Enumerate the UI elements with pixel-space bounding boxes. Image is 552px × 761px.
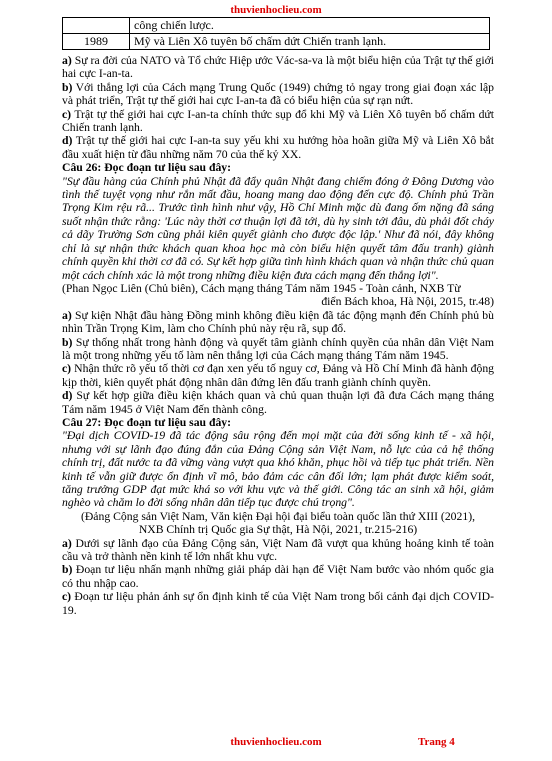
option-label: d)	[62, 389, 73, 403]
q26-title: Câu 26: Đọc đoạn tư liệu sau đây:	[62, 161, 232, 175]
q26-quote: "Sự đầu hàng của Chính phủ Nhật đã đẩy quân Nhật đang chiếm đóng ở Đông Dương vào tình thế tuyệt vọng như rắn mất đầu, hoang mang dao động đến cực độ. Chính phủ Trần Trọng Kim rệu rã... Trước tình hình như vậy, Hồ Chí Minh mặc dù đang ốm nặng đã sáng suốt nhận thức rằng: 'Lúc này thời cơ thuận lợi đã tới, dù hy sinh tới đâu, dù phải đốt cháy cả dãy Trường Sơn cũng phải kiên quyết giành cho được độc lập.' Như đã nói, đây không chỉ là sự nhận thức khách quan khoa học mà còn biểu hiện quyết tâm đấu tranh) giành chính quyền khi thời cơ đã có. Sự kết hợp giữa tình hình khách quan và nhận thức chủ quan một cách chính xác là một trong những điều kiện đưa cách mạng đến thắng lợi".	[62, 174, 494, 282]
site-footer[interactable]: thuvienhoclieu.com	[230, 736, 322, 748]
event-cell: Mỹ và Liên Xô tuyên bố chấm dứt Chiến tranh lạnh.	[130, 34, 490, 50]
q25-option-d	[62, 134, 494, 161]
table-row	[63, 34, 490, 50]
option-label: b)	[62, 80, 73, 94]
q27-option-a	[62, 537, 494, 564]
q25-option-b	[62, 81, 494, 108]
option-label: c)	[62, 362, 72, 376]
option-label: c)	[62, 590, 72, 604]
event-cell: công chiến lược.	[130, 18, 490, 34]
option-text: Dưới sự lãnh đạo của Đảng Cộng sản, Việt Nam đã vượt qua khủng hoảng kinh tế toàn cầu và trở thành nền kinh tế lớn nhất khu vực.	[62, 536, 495, 564]
source-line: (Phan Ngọc Liên (Chủ biên), Cách mạng tháng Tám năm 1945 - Toàn cảnh, NXB Từ	[62, 281, 461, 295]
q27-option-c	[62, 590, 494, 617]
year-cell	[63, 18, 130, 34]
source-line: (Đảng Cộng sản Việt Nam, Văn kiện Đại hội đại biểu toàn quốc lần thứ XIII (2021),	[80, 509, 476, 523]
q27-quote: "Đại dịch COVID-19 đã tác động sâu rộng đến mọi mặt của đời sống kinh tế - xã hội, nhưng với sự lãnh đạo đúng đắn của Đảng Cộng sản Việt Nam, nỗ lực của cả hệ thống chính trị, đất nước ta đã vững vàng vượt qua khó khăn, phục hồi và tiếp tục phát triển. Nền kinh tế vẫn giữ được ổn định vĩ mô, bảo đảm các cân đối lớn; lạm phát được kiểm soát, tăng trưởng GDP đạt mức khá so với khu vực và thế giới. Công tác an sinh xã hội, giảm nghèo và chăm lo đời sống nhân dân tiếp tục được chú trọng".	[62, 429, 494, 510]
option-label: b)	[62, 335, 73, 349]
q26-option-a	[62, 309, 494, 336]
option-text: Sự thống nhất trong hành động và quyết tâm giành chính quyền của nhân dân Việt Nam là một trong những yếu tố làm nên thắng lợi của Cách mạng tháng Tám năm 1945.	[62, 335, 495, 362]
option-text: Trật tự thế giới hai cực I-an-ta suy yếu khi xu hướng hòa hoãn giữa Mỹ và Liên Xô bắt đầu xuất hiện từ đầu những năm 70 của thế kỷ XX.	[62, 134, 494, 161]
option-text: Với thắng lợi của Cách mạng Trung Quốc (1949) chứng tỏ ngay trong giai đoạn xác lập và phát triển, Trật tự thế giới hai cực I-an-ta đã có biểu hiện của sự rạn nứt.	[62, 80, 494, 108]
timeline-table	[62, 17, 490, 50]
option-label: d)	[62, 134, 73, 148]
q26-option-c	[62, 362, 494, 389]
document-body	[62, 54, 494, 617]
q27-source	[62, 510, 494, 537]
q25-option-c	[62, 108, 494, 135]
q25-option-a	[62, 54, 494, 81]
option-label: a)	[62, 308, 72, 322]
option-text: Đoạn tư liệu nhấn mạnh những giải pháp dài hạn để Việt Nam bước vào nhóm quốc gia có thu nhập cao.	[62, 563, 494, 590]
q27-title: Câu 27: Đọc đoạn tư liệu sau đây:	[62, 415, 232, 429]
source-line: điển Bách khoa, Hà Nội, 2015, tr.48)	[321, 295, 494, 309]
option-text: Đoạn tư liệu phản ánh sự ổn định kinh tế của Việt Nam trong bối cảnh đại dịch COVID-19.	[62, 590, 494, 617]
site-header[interactable]: thuvienhoclieu.com	[230, 4, 322, 16]
option-label: c)	[62, 107, 72, 121]
source-line: NXB Chính trị Quốc gia Sự thật, Hà Nội, 2021, tr.215-216)	[138, 523, 418, 537]
option-text: Sự kết hợp giữa điều kiện khách quan và chủ quan thuận lợi đã đưa Cách mạng tháng Tám năm 1945 ở Việt Nam đến thành công.	[62, 389, 495, 416]
option-label: b)	[62, 563, 73, 577]
option-label: a)	[62, 54, 72, 67]
q26-option-b	[62, 336, 494, 363]
year-cell: 1989	[63, 34, 130, 50]
option-text: Sự kiện Nhật đầu hàng Đồng minh không điều kiện đã tác động mạnh đến Chính phủ bù nhìn Trần Trọng Kim, làm cho Chính phủ này rệu rã, sụp đổ.	[62, 308, 494, 336]
table-row	[63, 18, 490, 34]
page-number: Trang 4	[418, 736, 455, 748]
q26-source	[62, 282, 494, 309]
q27-option-b	[62, 563, 494, 590]
option-text: Sự ra đời của NATO và Tổ chức Hiệp ước Vác-sa-va là một biểu hiện của Trật tự thế giới hai cực I-an-ta.	[62, 54, 494, 81]
option-text: Nhận thức rõ yếu tố thời cơ đạn xen yếu tố nguy cơ, Đảng và Hồ Chí Minh đã hành động kịp thời, kiên quyết phát động nhân dân đứng lên đấu tranh giành chính quyền.	[62, 362, 495, 389]
option-text: Trật tự thế giới hai cực I-an-ta chính thức sụp đổ khi Mỹ và Liên Xô tuyên bố chấm dứt Chiến tranh lạnh.	[62, 107, 494, 135]
q26-option-d	[62, 389, 494, 416]
option-label: a)	[62, 536, 72, 550]
